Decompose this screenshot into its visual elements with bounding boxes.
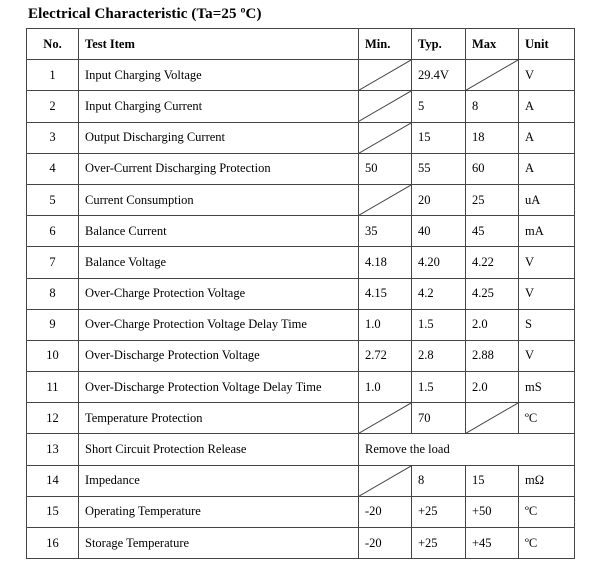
unit-value: V	[519, 60, 575, 91]
unit-value: mΩ	[519, 465, 575, 496]
table-body	[27, 60, 575, 559]
min-value: 35	[359, 216, 412, 247]
diagonal-slash-icon	[359, 60, 411, 90]
header-unit: Unit	[519, 29, 575, 60]
max-value: 8	[466, 91, 519, 122]
test-item: Balance Current	[79, 216, 359, 247]
row-number: 14	[27, 465, 79, 496]
table-row	[27, 122, 575, 153]
min-value: 50	[359, 153, 412, 184]
table-title: Electrical Characteristic (Ta=25 ºC)	[28, 6, 262, 22]
max-value: 2.0	[466, 372, 519, 403]
test-item: Over-Charge Protection Voltage	[79, 278, 359, 309]
unit-value: V	[519, 340, 575, 371]
header-test-item: Test Item	[79, 29, 359, 60]
row-number: 1	[27, 60, 79, 91]
unit-value: V	[519, 247, 575, 278]
min-value: 2.72	[359, 340, 412, 371]
table-row	[27, 216, 575, 247]
max-value: 60	[466, 153, 519, 184]
unit-value: mS	[519, 372, 575, 403]
typ-value: 4.2	[412, 278, 466, 309]
row-number: 13	[27, 434, 79, 465]
table-row	[27, 434, 575, 465]
row-number: 3	[27, 122, 79, 153]
unit-value: ºC	[519, 496, 575, 527]
diagonal-slash-icon	[359, 403, 411, 433]
max-value: 15	[466, 465, 519, 496]
row-number: 2	[27, 91, 79, 122]
min-empty-cell	[359, 91, 412, 122]
typ-value: 1.5	[412, 309, 466, 340]
min-empty-cell	[359, 184, 412, 215]
table-row	[27, 247, 575, 278]
row-number: 15	[27, 496, 79, 527]
header-row	[27, 29, 575, 60]
diagonal-slash-icon	[359, 185, 411, 215]
table-row	[27, 403, 575, 434]
test-item: Over-Discharge Protection Voltage Delay Time	[79, 372, 359, 403]
min-value: 4.18	[359, 247, 412, 278]
table-row	[27, 496, 575, 527]
min-empty-cell	[359, 465, 412, 496]
test-item: Over-Charge Protection Voltage Delay Time	[79, 309, 359, 340]
typ-value: 70	[412, 403, 466, 434]
typ-value: 29.4V	[412, 60, 466, 91]
row-number: 4	[27, 153, 79, 184]
row-number: 9	[27, 309, 79, 340]
max-value: 4.22	[466, 247, 519, 278]
min-value: 1.0	[359, 372, 412, 403]
unit-value: mA	[519, 216, 575, 247]
typ-value: 1.5	[412, 372, 466, 403]
diagonal-slash-icon	[359, 91, 411, 121]
diagonal-slash-icon	[359, 123, 411, 153]
typ-value: +25	[412, 528, 466, 559]
test-item: Balance Voltage	[79, 247, 359, 278]
typ-value: 15	[412, 122, 466, 153]
unit-value: uA	[519, 184, 575, 215]
row-number: 16	[27, 528, 79, 559]
min-value: -20	[359, 528, 412, 559]
table-row	[27, 372, 575, 403]
merged-value-cell: Remove the load	[359, 434, 575, 465]
table-row	[27, 340, 575, 371]
row-number: 6	[27, 216, 79, 247]
header-max: Max	[466, 29, 519, 60]
table-row	[27, 278, 575, 309]
typ-value: 2.8	[412, 340, 466, 371]
row-number: 12	[27, 403, 79, 434]
max-value: 2.88	[466, 340, 519, 371]
test-item: Over-Current Discharging Protection	[79, 153, 359, 184]
table-row	[27, 60, 575, 91]
row-number: 11	[27, 372, 79, 403]
unit-value: A	[519, 91, 575, 122]
unit-value: ºC	[519, 528, 575, 559]
test-item: Storage Temperature	[79, 528, 359, 559]
row-number: 5	[27, 184, 79, 215]
unit-value: ºC	[519, 403, 575, 434]
typ-value: 5	[412, 91, 466, 122]
row-number: 10	[27, 340, 79, 371]
typ-value: 8	[412, 465, 466, 496]
table-row	[27, 91, 575, 122]
max-value: +50	[466, 496, 519, 527]
electrical-characteristic-table	[26, 28, 575, 559]
test-item: Input Charging Voltage	[79, 60, 359, 91]
row-number: 8	[27, 278, 79, 309]
max-value: 4.25	[466, 278, 519, 309]
table-row	[27, 309, 575, 340]
diagonal-slash-icon	[466, 403, 518, 433]
max-value: 2.0	[466, 309, 519, 340]
unit-value: A	[519, 122, 575, 153]
max-empty-cell	[466, 60, 519, 91]
typ-value: 20	[412, 184, 466, 215]
max-value: 25	[466, 184, 519, 215]
table-row	[27, 465, 575, 496]
table-row	[27, 528, 575, 559]
unit-value: A	[519, 153, 575, 184]
unit-value: S	[519, 309, 575, 340]
typ-value: 40	[412, 216, 466, 247]
min-value: 1.0	[359, 309, 412, 340]
test-item: Current Consumption	[79, 184, 359, 215]
min-empty-cell	[359, 403, 412, 434]
test-item: Input Charging Current	[79, 91, 359, 122]
min-empty-cell	[359, 122, 412, 153]
test-item: Temperature Protection	[79, 403, 359, 434]
diagonal-slash-icon	[359, 466, 411, 496]
max-empty-cell	[466, 403, 519, 434]
max-value: 45	[466, 216, 519, 247]
test-item: Operating Temperature	[79, 496, 359, 527]
max-value: +45	[466, 528, 519, 559]
max-value: 18	[466, 122, 519, 153]
header-typ: Typ.	[412, 29, 466, 60]
table-row	[27, 184, 575, 215]
typ-value: +25	[412, 496, 466, 527]
typ-value: 4.20	[412, 247, 466, 278]
test-item: Output Discharging Current	[79, 122, 359, 153]
header-no: No.	[27, 29, 79, 60]
typ-value: 55	[412, 153, 466, 184]
min-value: 4.15	[359, 278, 412, 309]
min-empty-cell	[359, 60, 412, 91]
row-number: 7	[27, 247, 79, 278]
min-value: -20	[359, 496, 412, 527]
table-row	[27, 153, 575, 184]
test-item: Over-Discharge Protection Voltage	[79, 340, 359, 371]
unit-value: V	[519, 278, 575, 309]
header-min: Min.	[359, 29, 412, 60]
test-item: Short Circuit Protection Release	[79, 434, 359, 465]
test-item: Impedance	[79, 465, 359, 496]
diagonal-slash-icon	[466, 60, 518, 90]
